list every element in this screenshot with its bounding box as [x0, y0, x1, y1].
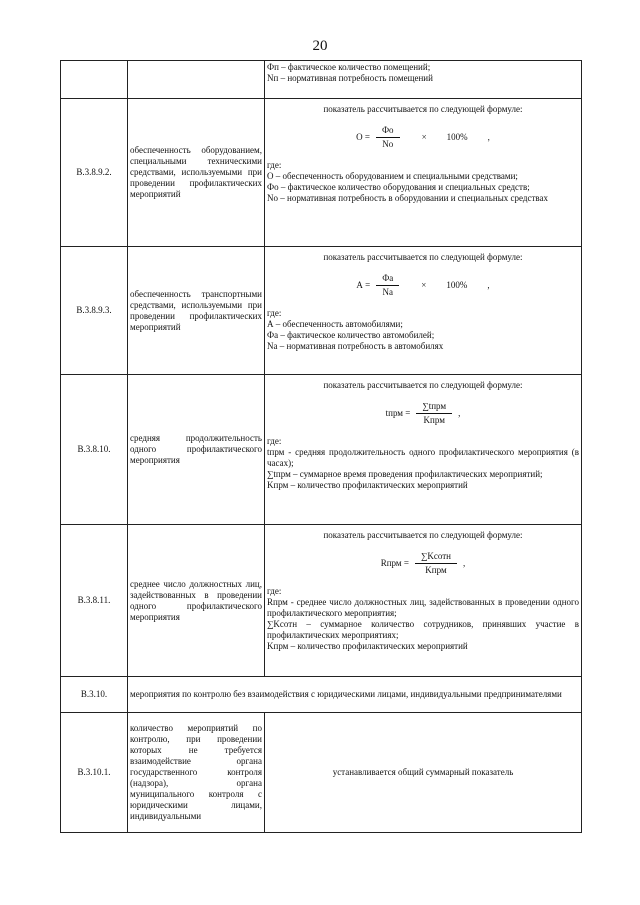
description-cell	[265, 375, 582, 525]
explanation-line: Фо – фактическое количество оборудования и специальных средств;	[267, 182, 530, 192]
fraction-numerator: ∑Kсотн	[415, 551, 457, 564]
formula-lhs: tпрм =	[385, 408, 411, 418]
explanation-line: Kпрм – количество профилактических мероприятий	[267, 641, 468, 651]
table-row	[61, 677, 582, 713]
fraction-numerator: Фа	[376, 273, 399, 286]
explanation-line: Nп – нормативная потребность помещений	[267, 73, 433, 83]
explanation-line: tпрм - средняя продолжительность одного профилактического мероприятия (в часах);	[267, 447, 579, 468]
explanation-line: Kпрм – количество профилактических мероприятий	[267, 480, 468, 490]
where-label: где:	[267, 436, 282, 446]
percent: 100%	[446, 280, 468, 290]
explanation-line: ∑tпрм – суммарное время проведения профилактических мероприятий;	[267, 469, 543, 479]
table-row	[61, 61, 582, 99]
table-row	[61, 247, 582, 375]
section-cell: мероприятия по контролю без взаимодействия с юридическими лицами, индивидуальными предпринимателями	[128, 677, 582, 713]
explanation	[267, 308, 579, 352]
name-cell: количество мероприятий по контролю, при проведении которых не требуется взаимодействие органа государственного контроля (надзора), органа муниципального контроля с юридическими лицами, индивидуальными	[128, 713, 265, 833]
explanation-line: ∑Kсотн – суммарное количество сотрудников, принявших участие в профилактических мероприятиях;	[267, 619, 579, 640]
times-sign: ×	[421, 280, 427, 290]
formula	[267, 125, 579, 150]
explanation-line: Nо – нормативная потребность в оборудовании и специальных средствах	[267, 193, 548, 203]
fraction-denominator: Kпрм	[425, 565, 447, 575]
fraction	[376, 273, 399, 298]
code-cell: В.3.8.11.	[61, 525, 128, 677]
times-sign: ×	[421, 132, 427, 142]
code-cell: В.3.8.10.	[61, 375, 128, 525]
explanation-line: А – обеспеченность автомобилями;	[267, 319, 403, 329]
formula-intro: показатель рассчитывается по следующей формуле:	[323, 104, 523, 114]
where-label: где:	[267, 160, 282, 170]
formula-comma: ,	[487, 132, 490, 142]
formula-intro: показатель рассчитывается по следующей формуле:	[323, 252, 523, 262]
indicators-table	[60, 60, 582, 833]
formula-comma: ,	[463, 558, 466, 568]
table-row	[61, 713, 582, 833]
description-cell	[265, 61, 582, 99]
fraction-numerator: Фо	[376, 125, 400, 138]
name-cell	[128, 61, 265, 99]
code-cell: В.3.10.	[61, 677, 128, 713]
fraction	[376, 125, 400, 150]
where-label: где:	[267, 586, 282, 596]
code-cell: В.3.8.9.2.	[61, 99, 128, 247]
explanation-line: Фа – фактическое количество автомобилей;	[267, 330, 435, 340]
fraction	[416, 401, 452, 426]
explanation	[267, 436, 579, 491]
name-cell: средняя продолжительность одного профилактического мероприятия	[128, 375, 265, 525]
formula-lhs: О =	[356, 132, 370, 142]
explanation-line: О – обеспеченность оборудованием и специальными средствами;	[267, 171, 518, 181]
explanation	[267, 160, 579, 204]
table-row	[61, 525, 582, 677]
page-number: 20	[312, 38, 328, 54]
code-cell: В.3.8.9.3.	[61, 247, 128, 375]
name-cell: среднее число должностных лиц, задействованных в проведении одного профилактического мероприятия	[128, 525, 265, 677]
formula	[267, 551, 579, 576]
code-cell	[61, 61, 128, 99]
description-cell: устанавливается общий суммарный показатель	[265, 713, 582, 833]
explanation-line: Фп – фактическое количество помещений;	[267, 62, 431, 72]
fraction-denominator: Kпрм	[423, 415, 445, 425]
name-cell: обеспеченность транспортными средствами, используемыми при проведении профилактических мероприятий	[128, 247, 265, 375]
table-row	[61, 375, 582, 525]
formula	[267, 401, 579, 426]
name-cell: обеспеченность оборудованием, специальными техническими средствами, используемыми при проведении профилактических мероприятий	[128, 99, 265, 247]
explanation-line: Nа – нормативная потребность в автомобилях	[267, 341, 444, 351]
code-cell: В.3.10.1.	[61, 713, 128, 833]
explanation-line: Rпрм - среднее число должностных лиц, задействованных в проведении одного профилактического мероприятия;	[267, 597, 579, 618]
description-cell	[265, 99, 582, 247]
formula-comma: ,	[458, 408, 461, 418]
formula-intro: показатель рассчитывается по следующей формуле:	[323, 380, 523, 390]
formula-intro: показатель рассчитывается по следующей формуле:	[323, 530, 523, 540]
description-cell	[265, 247, 582, 375]
fraction	[415, 551, 457, 576]
description-cell	[265, 525, 582, 677]
formula	[267, 273, 579, 298]
fraction-denominator: Nо	[382, 139, 394, 149]
explanation	[267, 586, 579, 652]
formula-lhs: А =	[356, 280, 371, 290]
where-label: где:	[267, 308, 282, 318]
formula-comma: ,	[487, 280, 490, 290]
fraction-denominator: Nа	[382, 287, 393, 297]
table-row	[61, 99, 582, 247]
percent: 100%	[446, 132, 468, 142]
formula-lhs: Rпрм =	[380, 558, 409, 568]
fraction-numerator: ∑tпрм	[416, 401, 452, 414]
